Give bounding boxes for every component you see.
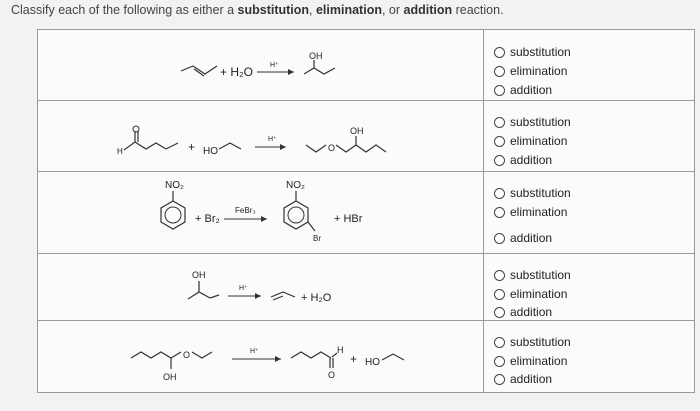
- radio-icon[interactable]: [494, 289, 505, 300]
- catalyst-label: H⁺: [239, 285, 248, 292]
- catalyst-label: FeBr₃: [235, 206, 256, 215]
- option-elimination-3[interactable]: elimination: [494, 205, 567, 219]
- byproduct-hbr: + HBr: [334, 213, 363, 225]
- option-addition-5[interactable]: addition: [494, 372, 552, 386]
- radio-icon[interactable]: [494, 136, 505, 147]
- radio-icon[interactable]: [494, 270, 505, 281]
- reaction-row-4: [38, 253, 694, 321]
- catalyst-label: H⁺: [270, 62, 279, 69]
- radio-icon[interactable]: [494, 356, 505, 367]
- reaction-3-drawing: [38, 171, 483, 253]
- bromo-group: Br: [313, 234, 321, 243]
- radio-icon[interactable]: [494, 374, 505, 385]
- reaction-scheme-4: [38, 253, 484, 320]
- option-substitution-3[interactable]: substitution: [494, 186, 571, 200]
- radio-icon[interactable]: [494, 155, 505, 166]
- reaction-row-5: [38, 320, 694, 392]
- radio-icon[interactable]: [494, 117, 505, 128]
- option-addition-4[interactable]: addition: [494, 305, 552, 319]
- option-elimination-4[interactable]: elimination: [494, 287, 567, 301]
- option-addition-2[interactable]: addition: [494, 153, 552, 167]
- radio-icon[interactable]: [494, 207, 505, 218]
- option-substitution-5[interactable]: substitution: [494, 335, 571, 349]
- product-hydroxyl: OH: [350, 126, 364, 136]
- reaction-scheme-5: [38, 320, 484, 392]
- question-table: [37, 29, 695, 393]
- reaction-scheme-1: [38, 30, 484, 100]
- aldehyde-h: H: [337, 345, 344, 355]
- catalyst-label: H⁺: [250, 348, 259, 355]
- aldehyde-h: H: [117, 147, 123, 156]
- reaction-1-drawing: [38, 30, 483, 100]
- reaction-row-2: [38, 100, 694, 172]
- reaction-row-1: [38, 30, 694, 101]
- svg-text:O: O: [328, 143, 336, 153]
- plus-sign: +: [188, 140, 196, 154]
- catalyst-label: H⁺: [268, 136, 277, 143]
- hydroxyl-group: OH: [163, 372, 177, 382]
- svg-text:O: O: [183, 350, 191, 360]
- radio-icon[interactable]: [494, 66, 505, 77]
- reaction-5-drawing: [38, 320, 483, 392]
- radio-icon[interactable]: [494, 233, 505, 244]
- radio-icon[interactable]: [494, 337, 505, 348]
- alcohol-label: HO: [365, 357, 380, 368]
- nitro-group-product: NO₂: [286, 180, 305, 191]
- option-addition-3[interactable]: addition: [494, 231, 552, 245]
- radio-icon[interactable]: [494, 47, 505, 58]
- option-elimination-2[interactable]: elimination: [494, 134, 567, 148]
- option-elimination-5[interactable]: elimination: [494, 354, 567, 368]
- alcohol-label: HO: [203, 146, 218, 157]
- option-substitution-1[interactable]: substitution: [494, 45, 571, 59]
- reaction-4-drawing: [38, 253, 483, 320]
- radio-icon[interactable]: [494, 307, 505, 318]
- byproduct-water: + H₂O: [301, 292, 332, 304]
- reaction-row-3: [38, 171, 694, 254]
- radio-icon[interactable]: [494, 188, 505, 199]
- svg-text:O: O: [328, 370, 336, 380]
- option-substitution-2[interactable]: substitution: [494, 115, 571, 129]
- reagent-water: + H₂O: [220, 65, 253, 79]
- option-addition-1[interactable]: addition: [494, 83, 552, 97]
- nitro-group: NO₂: [165, 180, 184, 191]
- reaction-scheme-3: [38, 171, 484, 253]
- plus-sign: +: [350, 352, 358, 366]
- option-elimination-1[interactable]: elimination: [494, 64, 567, 78]
- reagent-bromine: + Br₂: [195, 213, 220, 225]
- instruction-text: Classify each of the following as either a substitution, elimination, or addition reaction.: [11, 3, 504, 17]
- hydroxyl-group: OH: [192, 270, 206, 280]
- reaction-2-drawing: [38, 100, 483, 171]
- reaction-scheme-2: [38, 100, 484, 171]
- radio-icon[interactable]: [494, 85, 505, 96]
- option-substitution-4[interactable]: substitution: [494, 268, 571, 282]
- product-hydroxyl: OH: [309, 51, 323, 61]
